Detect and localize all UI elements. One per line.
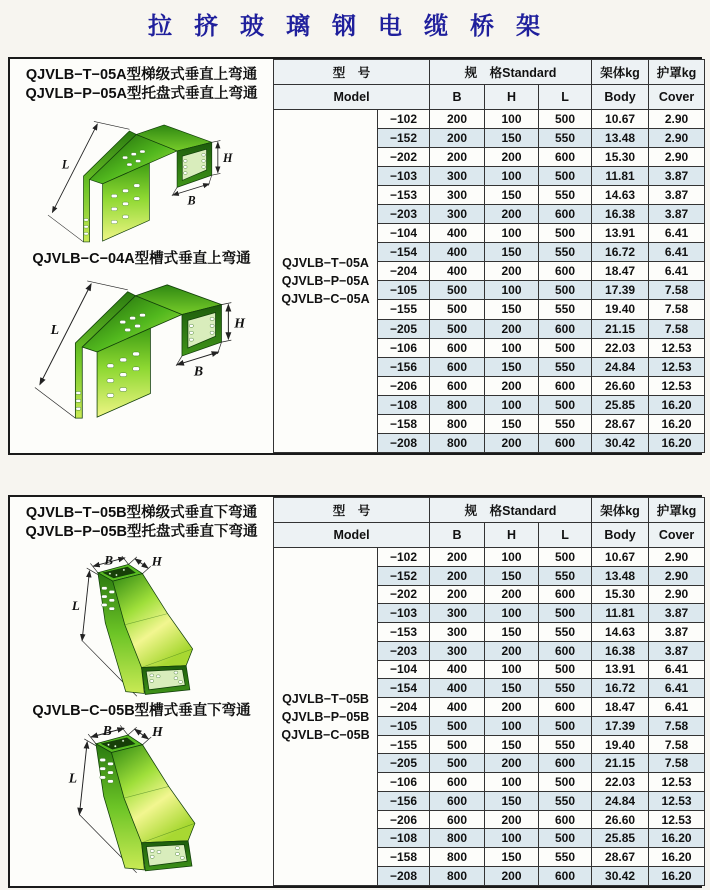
header-b: B [430,85,485,110]
model-group-cell [274,110,378,453]
spec-cell: −105 [378,281,430,300]
spec-cell: 300 [430,641,485,660]
spec-cell: 600 [539,319,592,338]
spec-cell: 17.39 [592,281,649,300]
spec-cell: 600 [539,754,592,773]
spec-cell: 6.41 [649,224,705,243]
spec-cell: 21.15 [592,754,649,773]
spec-cell: −154 [378,679,430,698]
spec-cell: −154 [378,243,430,262]
spec-cell: −202 [378,585,430,604]
spec-cell: 100 [485,829,539,848]
spec-cell: 2.90 [649,548,705,567]
spec-cell: 100 [485,110,539,129]
spec-cell: 14.63 [592,186,649,205]
spec-cell: 12.53 [649,810,705,829]
spec-cell: 150 [485,243,539,262]
spec-cell: 200 [430,566,485,585]
panel-a-illustrations [10,59,273,453]
spec-cell: 100 [485,773,539,792]
spec-cell: −208 [378,867,430,886]
spec-cell: 550 [539,357,592,376]
spec-cell: 800 [430,414,485,433]
spec-cell: 550 [539,186,592,205]
spec-cell: 200 [430,129,485,148]
spec-cell: 2.90 [649,148,705,167]
spec-cell: 3.87 [649,641,705,660]
spec-cell: 500 [539,281,592,300]
caption-tray-down: QJVLB−P−05B型托盘式垂直下弯通 [25,524,258,541]
figure-up-bend-channel [26,272,258,430]
spec-cell: −108 [378,395,430,414]
spec-cell: 550 [539,566,592,585]
spec-cell: 400 [430,243,485,262]
spec-cell: −202 [378,148,430,167]
header-row-en [274,85,705,110]
spec-cell: −205 [378,319,430,338]
spec-cell: 2.90 [649,129,705,148]
spec-cell: 150 [485,848,539,867]
spec-cell: 200 [485,205,539,224]
spec-cell: 11.81 [592,167,649,186]
spec-cell: 500 [539,224,592,243]
spec-cell: 100 [485,548,539,567]
spec-cell: 500 [539,167,592,186]
spec-cell: 6.41 [649,660,705,679]
spec-cell: 100 [485,224,539,243]
spec-cell: 200 [485,698,539,717]
spec-cell: 300 [430,604,485,623]
spec-cell: −152 [378,129,430,148]
spec-cell: 500 [430,754,485,773]
header-row-cn [274,498,705,523]
spec-cell: 200 [430,110,485,129]
header-row-cn [274,60,705,85]
spec-cell: 2.90 [649,110,705,129]
spec-cell: 200 [485,585,539,604]
spec-cell: −158 [378,414,430,433]
header-cover-cn: 护罩kg [649,60,705,85]
spec-cell: 800 [430,829,485,848]
spec-cell: 600 [539,376,592,395]
header-l: L [539,523,592,548]
spec-cell: 500 [430,281,485,300]
caption-channel-up: QJVLB−C−04A型槽式垂直上弯通 [32,251,251,268]
spec-cell: 600 [430,338,485,357]
model-name: QJVLB−T−05B [282,691,369,706]
spec-row [274,110,705,129]
spec-cell: 500 [539,395,592,414]
spec-cell: 22.03 [592,773,649,792]
spec-cell: 13.91 [592,660,649,679]
spec-cell: 200 [430,548,485,567]
spec-cell: −102 [378,110,430,129]
spec-cell: 400 [430,679,485,698]
spec-cell: 6.41 [649,243,705,262]
spec-table-down-bend [273,497,705,886]
spec-cell: 16.20 [649,829,705,848]
spec-cell: 150 [485,300,539,319]
spec-cell: 500 [539,604,592,623]
header-l: L [539,85,592,110]
spec-cell: 800 [430,867,485,886]
spec-cell: 600 [539,148,592,167]
spec-cell: 13.48 [592,129,649,148]
spec-cell: 22.03 [592,338,649,357]
model-name: QJVLB−C−05A [281,292,370,306]
spec-cell: 200 [485,319,539,338]
spec-cell: 550 [539,623,592,642]
caption-tray-up: QJVLB−P−05A型托盘式垂直上弯通 [25,86,258,103]
spec-cell: 10.67 [592,548,649,567]
spec-cell: 500 [539,773,592,792]
header-cover-cn: 护罩kg [649,498,705,523]
spec-cell: 300 [430,623,485,642]
spec-cell: −203 [378,641,430,660]
spec-cell: 2.90 [649,566,705,585]
spec-cell: 12.53 [649,338,705,357]
spec-cell: −106 [378,338,430,357]
spec-cell: 150 [485,679,539,698]
spec-cell: 3.87 [649,186,705,205]
spec-cell: 14.63 [592,623,649,642]
spec-cell: 500 [539,548,592,567]
spec-cell: 200 [485,754,539,773]
spec-cell: −204 [378,262,430,281]
header-model-en: Model [274,85,430,110]
spec-cell: −105 [378,716,430,735]
spec-cell: 16.20 [649,867,705,886]
header-cover-en: Cover [649,85,705,110]
spec-cell: 3.87 [649,623,705,642]
spec-row [274,548,705,567]
spec-cell: −203 [378,205,430,224]
spec-table-up-bend [273,59,705,453]
header-h: H [485,85,539,110]
spec-cell: 3.87 [649,604,705,623]
spec-cell: 16.20 [649,414,705,433]
caption-channel-down: QJVLB−C−05B型槽式垂直下弯通 [32,703,251,720]
spec-cell: 6.41 [649,698,705,717]
spec-cell: 150 [485,186,539,205]
spec-cell: 30.42 [592,867,649,886]
figure-down-bend-ladder [28,556,256,700]
spec-cell: 600 [539,585,592,604]
spec-cell: 2.90 [649,585,705,604]
spec-cell: 600 [430,357,485,376]
spec-cell: −153 [378,623,430,642]
spec-cell: 500 [430,319,485,338]
spec-cell: 16.20 [649,433,705,452]
header-body-en: Body [592,523,649,548]
spec-cell: 600 [539,205,592,224]
caption-ladder-down: QJVLB−T−05B型梯级式垂直下弯通 [25,505,258,521]
panel-down-bend [8,495,702,888]
spec-cell: 100 [485,395,539,414]
spec-cell: 100 [485,281,539,300]
spec-cell: 150 [485,129,539,148]
spec-cell: 300 [430,167,485,186]
spec-cell: −104 [378,660,430,679]
spec-cell: 7.58 [649,716,705,735]
spec-cell: 7.58 [649,754,705,773]
spec-cell: −155 [378,735,430,754]
spec-cell: 800 [430,433,485,452]
spec-cell: 800 [430,848,485,867]
spec-cell: 21.15 [592,319,649,338]
spec-cell: 100 [485,167,539,186]
spec-cell: −206 [378,376,430,395]
spec-cell: 800 [430,395,485,414]
header-body-en: Body [592,85,649,110]
spec-cell: 550 [539,735,592,754]
spec-cell: 16.20 [649,395,705,414]
header-body-cn: 架体kg [592,60,649,85]
spec-cell: 150 [485,566,539,585]
spec-cell: 550 [539,300,592,319]
spec-cell: 600 [539,810,592,829]
spec-cell: 100 [485,338,539,357]
spec-cell: −156 [378,791,430,810]
spec-cell: 400 [430,660,485,679]
spec-cell: 18.47 [592,262,649,281]
spec-cell: 6.41 [649,262,705,281]
spec-cell: 25.85 [592,829,649,848]
spec-cell: 3.87 [649,205,705,224]
spec-cell: 200 [485,810,539,829]
spec-cell: 13.48 [592,566,649,585]
spec-cell: 550 [539,791,592,810]
spec-cell: −208 [378,433,430,452]
spec-cell: 6.41 [649,679,705,698]
spec-cell: 200 [485,148,539,167]
spec-cell: −103 [378,167,430,186]
model-group-cell [274,548,378,886]
spec-cell: 400 [430,698,485,717]
spec-cell: 7.58 [649,319,705,338]
spec-cell: 200 [430,148,485,167]
spec-cell: 200 [485,433,539,452]
spec-cell: 150 [485,414,539,433]
spec-cell: 600 [539,433,592,452]
spec-cell: 26.60 [592,376,649,395]
spec-cell: −156 [378,357,430,376]
panel-b-illustrations [10,497,273,886]
figure-up-bend-ladder [28,118,256,248]
header-spec-cn: 规 格Standard [430,60,592,85]
spec-cell: −206 [378,810,430,829]
spec-cell: 600 [539,641,592,660]
spec-cell: 500 [539,660,592,679]
spec-cell: 28.67 [592,414,649,433]
header-cover-en: Cover [649,523,705,548]
spec-cell: 300 [430,186,485,205]
spec-cell: 200 [430,585,485,604]
spec-cell: 7.58 [649,300,705,319]
spec-cell: 16.38 [592,641,649,660]
header-row-en [274,523,705,548]
spec-cell: 12.53 [649,791,705,810]
spec-cell: 17.39 [592,716,649,735]
spec-cell: 500 [539,110,592,129]
spec-cell: 19.40 [592,735,649,754]
caption-ladder-up: QJVLB−T−05A型梯级式垂直上弯通 [25,67,258,83]
spec-cell: 16.38 [592,205,649,224]
spec-cell: 12.53 [649,773,705,792]
spec-cell: 150 [485,791,539,810]
model-name: QJVLB−C−05B [281,727,370,742]
spec-cell: −153 [378,186,430,205]
spec-cell: 100 [485,660,539,679]
header-h: H [485,523,539,548]
spec-cell: −102 [378,548,430,567]
spec-cell: 200 [485,867,539,886]
spec-cell: 500 [430,735,485,754]
header-spec-cn: 规 格Standard [430,498,592,523]
spec-cell: 16.72 [592,243,649,262]
spec-cell: 500 [430,716,485,735]
spec-cell: −152 [378,566,430,585]
spec-cell: −205 [378,754,430,773]
spec-cell: 500 [539,338,592,357]
spec-cell: 30.42 [592,433,649,452]
spec-cell: −204 [378,698,430,717]
spec-cell: 7.58 [649,735,705,754]
spec-cell: 600 [430,810,485,829]
spec-cell: 7.58 [649,281,705,300]
spec-cell: 24.84 [592,791,649,810]
spec-cell: 11.81 [592,604,649,623]
spec-cell: 550 [539,243,592,262]
spec-cell: −106 [378,773,430,792]
spec-cell: 500 [539,829,592,848]
panel-up-bend [8,57,702,455]
spec-cell: 200 [485,262,539,281]
spec-cell: 300 [430,205,485,224]
spec-cell: 500 [430,300,485,319]
spec-cell: 16.20 [649,848,705,867]
spec-cell: 12.53 [649,357,705,376]
spec-cell: 100 [485,604,539,623]
header-body-cn: 架体kg [592,498,649,523]
spec-cell: 25.85 [592,395,649,414]
spec-cell: 15.30 [592,148,649,167]
spec-cell: 150 [485,357,539,376]
spec-cell: 150 [485,623,539,642]
header-model-cn: 型 号 [274,498,430,523]
spec-cell: −103 [378,604,430,623]
spec-cell: 100 [485,716,539,735]
spec-cell: 500 [539,716,592,735]
spec-cell: 19.40 [592,300,649,319]
model-name: QJVLB−P−05A [281,274,370,288]
spec-cell: 28.67 [592,848,649,867]
spec-cell: 10.67 [592,110,649,129]
spec-cell: 150 [485,735,539,754]
spec-cell: 550 [539,679,592,698]
spec-cell: −155 [378,300,430,319]
spec-cell: 400 [430,262,485,281]
spec-cell: 24.84 [592,357,649,376]
spec-cell: 550 [539,848,592,867]
spec-cell: 13.91 [592,224,649,243]
spec-cell: 12.53 [649,376,705,395]
spec-cell: 600 [539,262,592,281]
spec-cell: 600 [539,867,592,886]
header-b: B [430,523,485,548]
spec-cell: 550 [539,129,592,148]
model-name: QJVLB−T−05A [282,256,369,270]
spec-cell: 550 [539,414,592,433]
spec-cell: 16.72 [592,679,649,698]
spec-cell: 15.30 [592,585,649,604]
spec-cell: −108 [378,829,430,848]
spec-cell: 26.60 [592,810,649,829]
spec-cell: 200 [485,376,539,395]
spec-cell: −104 [378,224,430,243]
header-model-cn: 型 号 [274,60,430,85]
header-model-en: Model [274,523,430,548]
model-name: QJVLB−P−05B [281,709,370,724]
spec-cell: 600 [430,773,485,792]
spec-cell: 200 [485,641,539,660]
figure-down-bend-channel [28,724,256,879]
spec-cell: 600 [430,376,485,395]
spec-cell: 600 [539,698,592,717]
spec-cell: −158 [378,848,430,867]
spec-cell: 18.47 [592,698,649,717]
page-title: 拉挤玻璃钢电缆桥架 [148,12,562,40]
spec-cell: 3.87 [649,167,705,186]
spec-cell: 600 [430,791,485,810]
spec-cell: 400 [430,224,485,243]
